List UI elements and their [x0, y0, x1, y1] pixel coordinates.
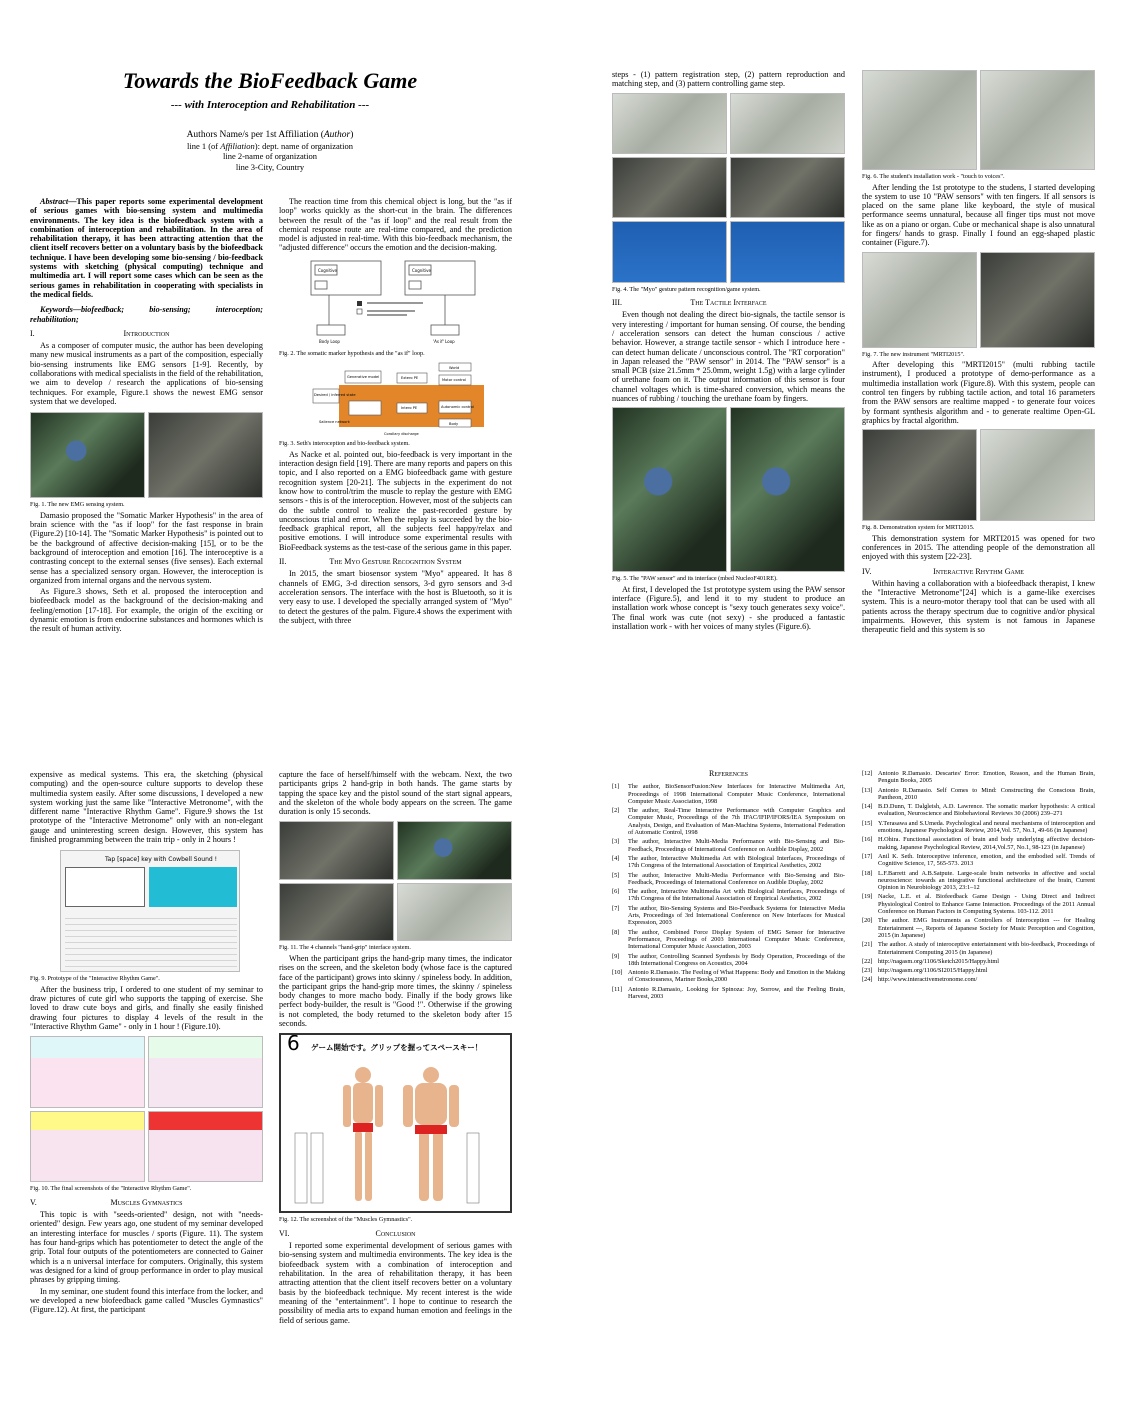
caption-fig-6: Fig. 6. The student's installation work - "touch to voices".	[862, 173, 1005, 180]
figure-11-photo-3	[279, 883, 394, 942]
figure-6-photo-right	[980, 70, 1095, 170]
reference-number: [20]	[862, 917, 873, 925]
reference-text: The author, Combined Force Display System of EMG Sensor for Interactive Performance, Proceedings of 2003 International Computer Music Conference, International Computer Music Association, 2003	[628, 928, 845, 951]
reference-number: [15]	[862, 819, 873, 827]
reference-number: [4]	[612, 854, 620, 862]
caption-fig-3: Fig. 3. Seth's interoception and bio-feedback system.	[279, 440, 410, 448]
figure-4-screen-1	[612, 221, 727, 282]
page1-column1	[30, 197, 263, 636]
reference-item	[862, 941, 1095, 956]
figure-9-patch	[65, 913, 237, 967]
reference-number: [18]	[862, 869, 873, 877]
paragraph-business-trip: After the business trip, I ordered to one student of my seminar to draw pictures of cute girl who supports the tapping of exercise. She loved to draw cute boys and girls, and finally she easily finished drawing four pictures to display 4 levels of the result in the "Interactive Rhythm Game" - only in 1 hour ! (Figure.10).	[30, 984, 263, 1032]
reference-text: The author, Interactive Multimedia Art with Biological Interfaces, Proceedings of 17th Congress of the International Association of Empirical Aesthetics, 2002	[628, 854, 845, 870]
reference-number: [9]	[612, 952, 620, 960]
figure-4-photo-3	[612, 157, 727, 218]
reference-number: [5]	[612, 871, 620, 879]
reference-item	[862, 820, 1095, 835]
fig3-auto: Autonomic control	[441, 405, 474, 410]
reference-item	[612, 807, 845, 836]
reference-number: [6]	[612, 888, 620, 896]
paragraph-intro-3: As Figure.3 shows, Seth et al. proposed the interoception and biofeedback model as the background of the decision-making and feeling/emotion [17-18]. For example, the origin of the exciting or dynamic emotion is from endocrine substances and hormones which is the result of human activity.	[30, 587, 263, 634]
fig3-desired: Desired / inferred state	[314, 393, 356, 398]
paragraph-conclusion: I reported some experimental development of serious games with bio-sensing system and multimedia environments. The key idea is the biofeedback system with a combination of interoception and rehabilitation. In the area of rehabilitation therapy, it has been attracting attention that the client itself recovers better on a voluntary basis by the biofeedback technique. My recent interest is the wide meaning of the "entertainment". I hope to continue to research the possibility of media arts to expand human emotion and feelings in the field of serious game.	[279, 1241, 512, 1325]
reference-item	[612, 855, 845, 870]
figure-9	[60, 850, 240, 972]
fig3-intero: Intero PE	[401, 406, 418, 411]
figure-10-panel-1	[30, 1036, 145, 1108]
references-column-1	[612, 770, 845, 1002]
reference-text: The author, Interactive Multi-Media Performance with Bio-Sensing and Bio-Feedback, Proceedings of International Conference on Audible Display, 2002	[628, 838, 845, 853]
caption-fig-8: Fig. 8. Demonstration system for MRTI2015.	[862, 524, 975, 532]
keywords: Keywords—biofeedback; bio-sensing; interoception; rehabilitation;	[30, 305, 263, 324]
references-column-2	[862, 770, 1095, 986]
caption-fig-11: Fig. 11. The 4 channels "hand-grip" interface system.	[279, 944, 411, 952]
paragraph-myo: In 2015, the smart biosensor system "Myo" appeared. It has 8 channels of EMG, 3-d direction sensors, 3-d gyro sensors and 3-d acceleration sensors. The interface with the host is Bluetooth, so it is very easy to use. I developed the specially arranged system of "Myo" to detect the gestures of the palm. Figure.4 shows the experiment with the subject, with three	[279, 569, 512, 625]
reference-item	[612, 888, 845, 903]
fig2-cognitive-left: Cognitive	[318, 267, 337, 273]
reference-text: The author, Real-Time Interactive Performance with Computer Graphics and Computer Music, Proceedings of the 7th IFAC/IFIP/IFORS/IEA Symposium on Analysis, Design, and Evaluation of Man-Machina Systems, International Federation of Automatic Control, 1998	[628, 807, 845, 837]
figure-12	[279, 1033, 512, 1213]
paragraph-steps: steps - (1) pattern registration step, (2) pattern reproduction and matching step, and (3) pattern controlling game step.	[612, 70, 845, 89]
reference-text: http://nagasm.org/1106/SI2015/Happy.html	[878, 967, 988, 975]
paragraph-muscles-2: In my seminar, one student found this interface from the locker, and we developed a new biofeedback game called "Muscles Gymnastics" (Figure.12). At first, the participant	[30, 1286, 263, 1315]
reference-item	[862, 787, 1095, 802]
reference-number: [16]	[862, 836, 873, 844]
figure-11-photo-2	[397, 821, 512, 880]
reference-text: Y.Terasawa and S.Umeda. Psychological and neural mechanisms of interoception and emotions, Japanese Psychological Review, 2014,Vol. 57, No.1, 49-66 (in Japanese)	[878, 819, 1095, 835]
reference-number: [22]	[862, 957, 873, 965]
reference-item	[862, 976, 1095, 983]
caption-fig-7: Fig. 7. The new instrument "MRTI2015".	[862, 350, 965, 358]
paragraph-intro-2: Damasio proposed the "Somatic Marker Hypothesis" in the area of brain science with the "as if loop" for the fast response in brain (Figure.2) [10-14]. The "Somatic Marker Hypothesis" is pointed out to be the background of affective decision-making [15], or to be the background of interoception and emotion [16]. The interoceptive is a contrasting concept to the external senses (five senses). Each external sense has a specialized sensory organ. However, the interoception is organized from internal organs and the nervous system.	[30, 510, 263, 585]
paper-title: Towards the BioFeedback Game	[122, 68, 418, 93]
caption-fig-10: Fig. 10. The final screenshots of the "Interactive Rhythm Game".	[30, 1185, 192, 1193]
figure-3-diagram	[309, 361, 512, 437]
reference-text: L.F.Barrett and A.B.Satpute. Large-scale brain networks in affective and social neuroscience: towards an integrative functional architecture of the brain, Current Opinion in Neurobiology 2013, 23:1–12	[878, 869, 1095, 892]
figure-10	[30, 1036, 263, 1182]
reference-item	[862, 958, 1095, 965]
reference-item	[862, 967, 1095, 974]
figure-11-photo-1	[279, 821, 394, 880]
reference-item	[862, 770, 1095, 785]
figure-4-screen-2	[730, 221, 845, 282]
figure-10-panel-3	[30, 1111, 145, 1183]
figure-8-photo-right	[980, 429, 1095, 521]
fig3-body: Body	[449, 422, 459, 427]
paragraph-muscles-1: This topic is with "seeds-oriented" design, not with "needs-oriented" design. Few years ago, one student of my seminar developed an interesting interface for muscles / sports (Figure. 11). The system has four hand-grips which has potentiometer to detect the angle of the grip. Total four outputs of the potentiometers are connected to Gainer which is a n universal interface for computers. Originally, this system was designed for a kind of group performance in order to play musical phrases by gripping timing.	[30, 1210, 263, 1285]
reference-text: Antonio R.Damasio. Descartes' Error: Emotion, Reason, and the Human Brain, Penguin Books, 2005	[878, 770, 1095, 785]
reference-text: H.Ohira. Functional association of brain and body underlying affective decision-making, Japanese Psychological Review, 2014,Vol.57, No.1, 98-123 (in Japanese)	[878, 836, 1095, 851]
paper-subtitle: --- with Interoception and Rehabilitation ---	[170, 99, 370, 111]
caption-fig-9: Fig. 9. Prototype of the "Interactive Rhythm Game".	[30, 975, 160, 983]
section-heading-myo: II. The Myo Gesture Recognition System	[279, 557, 462, 567]
caption-fig-1: Fig. 1. The new EMG sensing system.	[30, 501, 125, 509]
figure-5	[612, 407, 845, 572]
reference-item	[862, 893, 1095, 915]
paragraph-rhythm: Within having a collaboration with a biofeedback therapist, I knew the "Interactive Metronome"[24] which is a game-like exercises system. This is a neuro-motor therapy tool that can be used with all patients across the therapy spectrum due to cognitive and/or physical impairments. However, this system is not famous in Japanese therapeutic field and this system is so	[862, 578, 1095, 635]
figure-7	[862, 252, 1095, 348]
reference-number: [1]	[612, 783, 620, 791]
figure-12-bodies	[291, 1063, 491, 1213]
reference-number: [7]	[612, 904, 620, 912]
section-heading-introduction: I. Introduction	[30, 328, 170, 338]
paragraph-nacke: As Nacke et al. pointed out, bio-feedback is very important in the interaction design field [19]. There are many reports and papers on this topic, and I also reported on a EMG biofeedback game with gesture recognition system [20-21]. The subjects in the experiment do not know how to control/trim the muscle to replay the gesture with EMG sensors - this is of the interoception. However, most of the subjects can do the subtle control to realize the past-recorded gesture by unconscious trial and error. When the replay is succeeded by the bio-feedback graphical report, all the subjects feel happy/relax and positive emotions. I will introduce some experimental results with BioFeedback systems as the test-case of the serious game in this paper.	[279, 449, 512, 552]
reference-item	[862, 836, 1095, 851]
figure-4-photo-4	[730, 157, 845, 218]
reference-text: Anil K. Seth. Interoceptive inference, emotion, and the embodied self. Trends of Cognitive Science, 17, 565-573. 2013	[878, 852, 1095, 868]
fig2-cognitive-right: Cognitive	[412, 267, 431, 273]
reference-number: [21]	[862, 941, 873, 949]
reference-number: [12]	[862, 770, 873, 777]
fig3-gen: Generative model	[347, 375, 380, 380]
reference-text: The author. A study of interoceptive entertainment with bio-feedback, Proceedings of Entertainment Computing 2015 (in Japanese)	[878, 941, 1095, 956]
paragraph-grip: When the participant grips the hand-grip many times, the indicator rises on the screen, and the skeleton body (whose face is the captured face of the participant) grows into skinny / spineless body. In addition, the participant grips the hand-grip more times, the skinny / spineless body changes to more macho body. Finally if the body grows like perfect body-builder, the result is "Good !". Otherwise if the growing is not completed, the body returned to the skeleton body after 15 seconds.	[279, 953, 512, 1029]
figure-1-photo-left	[30, 412, 145, 498]
section-heading-tactile: III. The Tactile Interface	[612, 298, 767, 308]
caption-fig-5: Fig. 5. The "PAW sensor" and its interface (mbed NucleoF401RE).	[612, 575, 778, 583]
reference-text: The author, Interactive Multimedia Art with Biological Interfaces, Proceedings of 17th Congress of the International Association of Empirical Aesthetics, 2002	[628, 888, 845, 903]
figure-10-panel-2	[148, 1036, 263, 1108]
fig3-world: World	[449, 366, 460, 371]
reference-number: [17]	[862, 852, 873, 860]
reference-text: Nacke, L.E. et al. Biofeedback Game Design - Using Direct and Indirect Physiological Control to Enhance Game Interaction. Proceedings of the 2011 Annual Conference on Human Factors in Computing Systems. 103-112. 2011	[878, 893, 1095, 916]
figure-9-gauge-left	[65, 867, 145, 907]
fig2-asif-loop: 'As if' Loop	[433, 338, 455, 344]
author-line3: line 3-City, Country	[235, 161, 305, 172]
references-heading: References	[708, 769, 748, 778]
reference-number: [10]	[612, 969, 623, 977]
author-block: Authors Name/s per 1st Affiliation (Author) line 1 (of Affiliation): dept. name of organization line 2-name of organization line 3-City, Country	[70, 130, 470, 172]
page1-column4	[862, 70, 1095, 637]
reference-number: [24]	[862, 976, 873, 984]
reference-number: [13]	[862, 786, 873, 794]
page1-column3	[612, 70, 845, 633]
section-heading-rhythm: IV. Interactive Rhythm Game	[862, 566, 1024, 576]
fig3-extero: Extero PE	[401, 376, 419, 381]
paragraph-intro-1: As a composer of computer music, the author has been developing many new musical instruments as a part of the composition, especially bio-sensing instruments like EMG sensors [1-9]. Recently, by collaborations with medical specialists in the field of the rehabilitation, we aim to develop / research the applications of bio-sensing techniques. For example, Figure.1 shows the newest EMG sensor system that we developed.	[30, 341, 263, 406]
figure-1-photo-right	[148, 412, 263, 498]
figure-9-gauge-right	[149, 867, 237, 907]
reference-text: B.D.Dunn, T. Dalgleish, A.D. Lawrence. The somatic marker hypothesis: A critical evaluation, Neuroscience and Biobehavioral Reviews 30 (2006) 239–271	[878, 803, 1095, 818]
reference-item	[862, 803, 1095, 818]
caption-fig-2: Fig. 2. The somatic marker hypothesis and the "as if" loop.	[279, 349, 425, 357]
figure-4	[612, 93, 845, 283]
page1-column2	[279, 197, 512, 627]
reference-number: [11]	[612, 985, 623, 993]
paragraph-demo: This demonstration system for MRTI2015 was opened for two conferences in 2015. The attending people of the demonstration all enjoyed with this system [22-23].	[862, 533, 1095, 562]
fig3-motor: Motor control	[442, 378, 466, 383]
reference-number: [14]	[862, 803, 873, 811]
figure-6	[862, 70, 1095, 170]
caption-fig-12: Fig. 12. The screenshot of the "Muscles Gymnastics".	[279, 1216, 413, 1224]
section-heading-conclusion: VI. Conclusion	[279, 1228, 416, 1238]
figure-7-photo-left	[862, 252, 977, 348]
section-heading-muscles: V. Muscles Gymnastics	[30, 1197, 183, 1207]
reference-number: [8]	[612, 928, 620, 936]
fig2-body-loop: Body Loop	[319, 338, 340, 344]
figure-11	[279, 821, 512, 941]
figure-7-photo-right	[980, 252, 1095, 348]
abstract: Abstract—This paper reports some experimental development of serious games with bio-sensing system and multimedia environments. The key idea is the biofeedback system with a combination of interoception and rehabilitation. In the area of rehabilitation therapy, it has been attracting attention that the client itself recovers better on a voluntary basis by the biofeedback technique. I have been developing some bio-sensing / bio-feedback systems with sketching (physical computing) technique and multimedia art. I will report some cases which can be seen as the serious games in rehabilitation in cooperating with specialists in the medical fields.	[30, 197, 263, 299]
paragraph-mrti: After developing this "MRTI2015" (multi rubbing tactile instrument), I produced a prototype of demo-performance as a multimedia installation work (Figure.8). With this system, people can control ten fingers by rubbing tactile action, and total 16 parameters from the PAW sensors are realtime mapped - to generate four voices by formant synthesis algorithm and - to generate realtime Open-GL graphics by fractal algorithm.	[862, 360, 1095, 425]
figure-2-diagram	[309, 259, 512, 347]
reference-item	[612, 783, 845, 805]
reference-item	[612, 929, 845, 951]
reference-text: The author. EMG Instruments as Controllers of Interoception --- for Healing Entertainment ---, Reports of Japanese Society for Music Perception and Cognition, 2015 (in Japanese)	[878, 917, 1095, 939]
reference-item	[862, 917, 1095, 939]
reference-item	[612, 905, 845, 927]
reference-item	[612, 872, 845, 887]
figure-5-photo-left	[612, 407, 727, 572]
author-line2: line 2-name of organization	[222, 151, 318, 161]
reference-item	[612, 953, 845, 968]
figure-12-number: 6	[287, 1033, 300, 1056]
reference-number: [23]	[862, 967, 873, 975]
reference-text: Antonio R.Damasio,. Looking for Spinoza: Joy, Sorrow, and the Feeling Brain, Harvest, 2003	[628, 985, 845, 1001]
reference-text: The author, Controlling Scanned Synthesis by Body Operation, Proceedings of the 18th International Congress on Acoustics, 2004	[628, 952, 845, 967]
reference-number: [2]	[612, 807, 620, 815]
figure-12-message: ゲーム開始です。グリップを握ってスペースキー！	[311, 1043, 483, 1053]
paragraph-asif: The reaction time from this chemical object is long, but the "as if loop" works quickly as the short-cut in the brain. The differences between the result of the "as if loop" and the real result from the chemical response route are real-time compared, and the prediction model is adjusted in real-time. With this bio-feedback mechanism, the "adjusted difference" occurs the emotion and the decision-making.	[279, 197, 512, 253]
figure-6-photo-left	[862, 70, 977, 170]
reference-text: http://www.interactivemetronome.com/	[878, 976, 978, 984]
figure-8	[862, 429, 1095, 521]
reference-text: The author, BioSensorFusion:New Interfaces for Interactive Multimedia Art, Proceedings of 1998 International Computer Music Conference, International Computer Music Association, 1998	[628, 783, 845, 805]
reference-item	[612, 838, 845, 853]
figure-8-photo-left	[862, 429, 977, 521]
figure-4-photo-1	[612, 93, 727, 154]
fig3-salience: Salience network	[319, 420, 350, 425]
reference-text: http://nagasm.org/1106/Sketch2015/Happy.html	[878, 957, 999, 965]
page2-column2	[279, 770, 512, 1327]
figure-11-photo-4	[397, 883, 512, 942]
caption-fig-4: Fig. 4. The "Myo" gesture pattern recognition/game system.	[612, 285, 761, 293]
paragraph-tactile-2: At first, I developed the 1st prototype system using the PAW sensor interface (Figure.5), and lend it to my student to produce an installation work whose concept is "sexy touch generates sexy voice". The final work was cute (not sexy) - she produced a fantastic installation work - with her voices of many styles (Figure.6).	[612, 584, 845, 632]
page2-column1	[30, 770, 263, 1316]
reference-text: Antonio R.Damasio. Self Comes to Mind: Constructing the Conscious Brain, Pantheon, 2010	[878, 786, 1095, 801]
paragraph-paw-ten: After lending the 1st prototype to the studens, I started developing the system to use 10 "PAW sensors" with ten fingers. If all sensors is placed on the same plane like keyboard, the style of musical performance seems unnatural, because all finger tips must not move like as on a piano or organ. Cube or mechanical shape is also unnatural for fingers/ hands to grasp. Finally I found an egg-shaped plastic container (Figure.7).	[862, 182, 1095, 248]
reference-text: Antonio R.Damasio. The Feeling of What Happens: Body and Emotion in the Making of Consciousness, Mariner Books,2000	[628, 969, 845, 984]
reference-item	[612, 986, 845, 1001]
paragraph-expensive: expensive as medical systems. This era, the sketching (physical computing) and the open-source culture supports to develop these multimedia system easily. After some discussions, I developed a new system working just the same like "Interactive Metronome", with the different name "Interactive Rhythm Game". Figure.9 shows the 1st prototype of the "Interactive Metronome" only with an non-elegant gauge and uninteresting screen design. However, this system has finished programming between the train trip - only in 2 hours !	[30, 770, 263, 845]
paragraph-webcam: capture the face of herself/himself with the webcam. Next, the two participants grips 2 hand-grip in both hands. The game starts by tapping the space key and the pistol sound of the start signal appears, and the skeleton of the whole body appears on the screen. The game duration is only 15 seconds.	[279, 770, 512, 817]
reference-item	[862, 870, 1095, 892]
reference-text: The author, Bio-Sensing Systems and Bio-Feedback Systems for Interactive Media Arts, Proceedings of 3rd International Conference on New Interfaces for Musical Expression, 2003	[628, 904, 845, 927]
figure-9-tap-label: Tap [space] key with Cowbell Sound !	[105, 856, 218, 864]
reference-number: [3]	[612, 838, 620, 846]
reference-item	[862, 853, 1095, 868]
figure-4-photo-2	[730, 93, 845, 154]
figure-1	[30, 412, 263, 498]
figure-10-panel-4	[148, 1111, 263, 1183]
reference-text: The author, Interactive Multi-Media Performance with Bio-Sensing and Bio-Feedback, Proceedings of International Conference on Audible Display, 2002	[628, 871, 845, 886]
author-name: Authors Name/s per 1st Affiliation (	[186, 130, 324, 140]
fig3-corollary: Corollary discharge	[384, 432, 419, 437]
paragraph-tactile: Even though not dealing the direct bio-signals, the tactile sensor is very interesting / important for human sensing. Of course, the bending / acceleration sensors can detect the human conscious / active behavior. However, a strange tactile sensor - which I introduce here - can detect human delicate / unconscious control. The "RT corporation" in Japan released the "PAW sensor" in 2014. The "PAW sensor" is a small PCB (size 21.5mm * 25.0mm, weight 1.5g) with a large cylinder of urethane foam on it. The output information of this sensor is four channel voltages which is time-shared conversion, which means the nuances of rubbing / touching the urethane foam by fingers.	[612, 310, 845, 404]
reference-item	[612, 969, 845, 984]
reference-number: [19]	[862, 893, 873, 901]
figure-5-photo-right	[730, 407, 845, 572]
